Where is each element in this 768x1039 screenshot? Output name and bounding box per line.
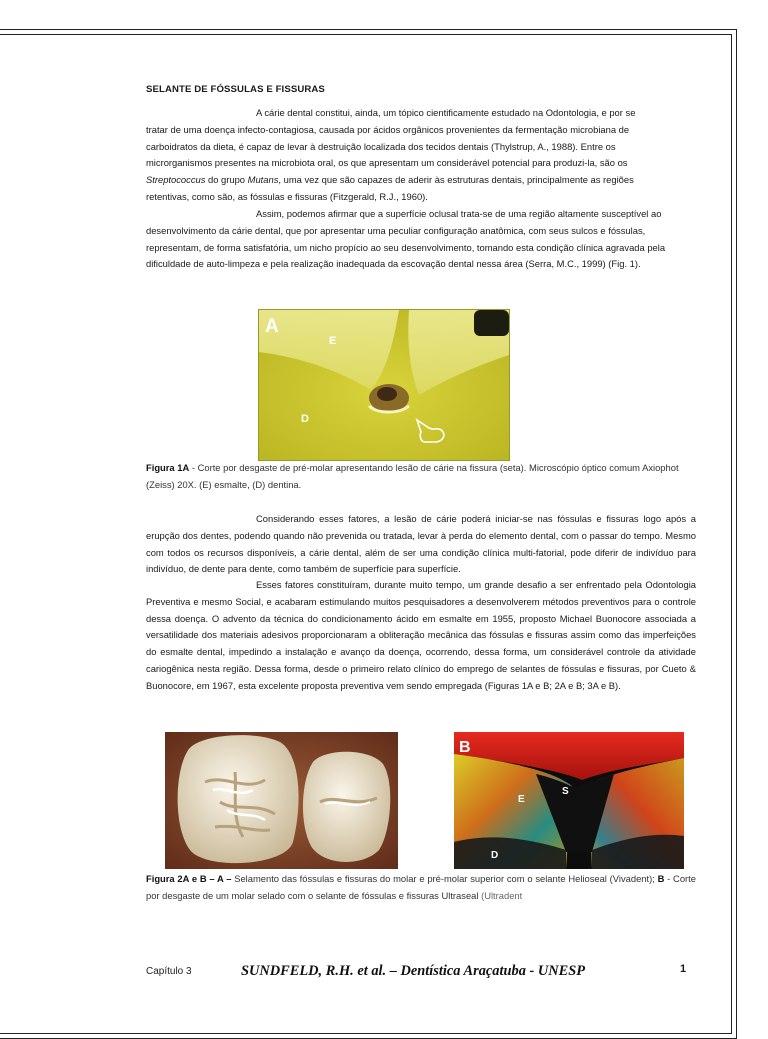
p1-last: retentivas, como são, as fóssulas e fissuras (Fitzgerald, R.J., 1960).: [146, 190, 428, 202]
fig2b-label-enamel: E: [518, 794, 525, 805]
figure-2-caption: [146, 871, 696, 904]
fig1-caption-text: - Corte por desgaste de pré-molar apresentando lesão de cárie na fissura (seta). Microscópio óptico comum Axiophot (Zeiss) 20X. (E) esmalte, (D) dentina.: [146, 462, 679, 490]
fig1-label-dentin: D: [301, 413, 309, 425]
fig1-panel-letter: A: [265, 316, 279, 337]
section-title: SELANTE DE FÓSSULAS E FISSURAS: [146, 84, 325, 95]
p3-text: Considerando esses fatores, a lesão de cárie poderá iniciar-se nas fóssulas e fissuras logo após a erupção dos dentes, podendo quando não prevenida ou tratada, levar à perda do elemento dental, com o passar do tempo. Mesmo com todos os recursos disponíveis, a cárie dental, além de ser uma condição clínica multi-fatorial, pode diferir de indivíduo para indivíduo, de dente para dente, como também de superfície para superfície.: [146, 513, 696, 575]
figure-1a-caption: [146, 460, 696, 493]
p1-line-3: carboidratos da dieta, é capaz de levar à destruição localizada dos tecidos dentais (Thylstrup, A., 1988). Entre os: [146, 140, 616, 152]
p1-streptococcus: Streptococcus: [146, 174, 206, 186]
p1-line-4: microrganismos presentes na microbiota oral, os que apresentam um considerável potencial para produzi-la, são os: [146, 157, 628, 169]
paragraph-1: [146, 105, 696, 206]
fig2-caption-label-1: Figura 2A e B – A –: [146, 873, 232, 884]
footer-chapter: Capítulo 3: [146, 966, 192, 977]
fig2b-label-dentin: D: [491, 850, 499, 861]
fig2-caption-text-2: - Corte por desgaste de um molar selado com o selante de fóssulas e fissuras Ultraseal: [146, 873, 696, 901]
page-number: 1: [680, 963, 687, 975]
p1-mid: do grupo: [205, 174, 248, 186]
fig2-caption-label-2: B: [657, 873, 665, 884]
paragraph-4: [146, 577, 696, 695]
paragraph-2: [146, 206, 696, 273]
fig2b-panel-letter: B: [459, 739, 471, 756]
fig1-caption-label: Figura 1A: [146, 462, 190, 473]
fig2b-label-sealant: S: [562, 786, 569, 797]
p1-line-2: tratar de uma doença infecto-contagiosa, causada por ácidos orgânicos provenientes da fermentação microbiana de: [146, 123, 630, 135]
figure-2b-image: [454, 732, 684, 869]
p2-text: Assim, podemos afirmar que a superfície oclusal trata-se de uma região altamente susceptível ao desenvolvimento da cárie dental, que por apresentar uma peculiar configuração anatômica, com seus sulcos e fóssulas, representam, de forma satisfatória, um nicho propício ao seu desenvolvimento, tomando esta condição clínica agravada pela dificuldade de auto-limpeza e pela realização inadequada da escovação dental nessa área (Serra, M.C., 1999) (Fig. 1).: [146, 208, 666, 270]
fig2-caption-text-3: (Ultradent: [481, 889, 523, 901]
figure-2a-image: [165, 732, 398, 869]
p1-mutans: Mutans: [247, 174, 279, 186]
p1-line-1: A cárie dental constitui, ainda, um tópico cientificamente estudado na Odontologia, e por se: [256, 107, 636, 118]
fig1-label-enamel: E: [329, 335, 337, 347]
paragraph-3: [146, 511, 696, 578]
p4-text: Esses fatores constituíram, durante muito tempo, um grande desafio a ser enfrentado pela Odontologia Preventiva e mesmo Social, e acabaram estimulando muitos pesquisadores a desenvolverem métodos preventivos para o controle dessa doença. O advento da técnica do condicionamento ácido em esmalte em 1955, proposto Michael Buonocore associada a versatilidade dos materiais adesivos proporcionaram a obliteração mecânica das fóssulas e fissuras assim como das imperfeições do esmalte dental, impedindo a instalação e avanço da doença, ocorrendo, dessa forma, um considerável controle da atividade cariogênica nesta região. Dessa forma, desde o primeiro relato clínico do emprego de selantes de fóssulas e fissuras, por Cueto & Buonocore, em 1967, esta excelente proposta preventiva vem sendo empregada (Figuras 1A e B; 2A e B; 3A e B).: [146, 579, 696, 691]
p1-rest: , uma vez que são capazes de aderir às estruturas dentais, principalmente as regiões: [278, 174, 634, 186]
footer-author: SUNDFELD, R.H. et al. – Dentística Araçatuba - UNESP: [241, 963, 586, 979]
fig2-caption-text-1: Selamento das fóssulas e fissuras do molar e pré-molar superior com o selante Helioseal (Vivadent);: [231, 873, 658, 884]
figure-1a-image: [258, 309, 510, 461]
